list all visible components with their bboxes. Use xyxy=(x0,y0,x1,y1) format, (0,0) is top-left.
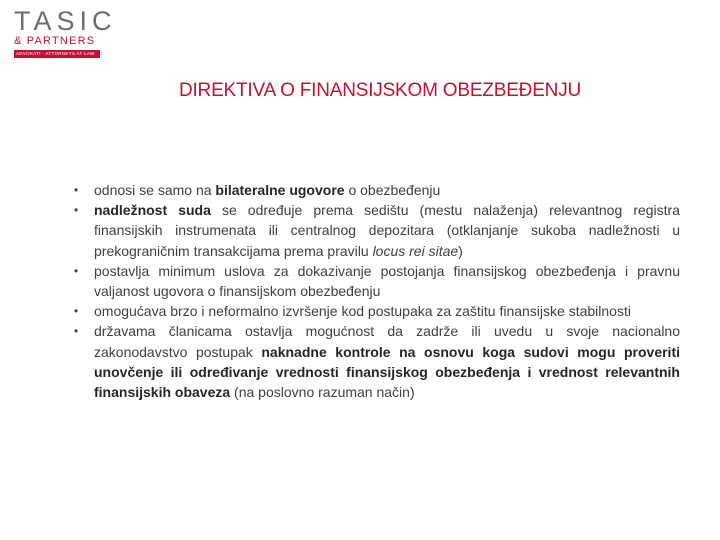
logo-tagline: ADVOKATI · ATTORNEYS AT LAW xyxy=(14,50,100,58)
bullet-icon: • xyxy=(74,263,79,278)
bullet-icon: • xyxy=(74,183,79,197)
bold-text: bilateralne ugovore xyxy=(215,182,345,198)
bullet-icon: • xyxy=(74,304,79,319)
bold-text: naknadne kontrole na osnovu koga sudovi mogu proveriti unovčenje ili određivanje vrednosti finansijskog obezbeđenja i vrednost relevantnih finansijskih obaveza xyxy=(94,343,680,401)
company-logo xyxy=(14,6,117,58)
bullet-item: • omogućava brzo i neformalno izvršenje kod postupaka za zaštitu finansijske stabilnosti xyxy=(74,301,680,321)
bold-text: nadležnost suda xyxy=(94,202,211,219)
slide-title: DIREKTIVA O FINANSIJSKOM OBEZBEĐENJU xyxy=(178,80,582,101)
bullet-item: • nadležnost suda se određuje prema sedištu (mestu nalaženja) relevantnog registra finansijskih instrumenata ili centralnog depozitara (otklanjanje sukoba nadležnosti u prekograničnim transakcijama prema pravilu locus rei sitae) xyxy=(74,202,681,259)
logo-subtitle: & PARTNERS xyxy=(14,35,96,47)
bullet-item: • državama članicama ostavlja mogućnost da zadrže ili uvedu u svoje nacionalno zakonodavstvo postupak naknadne kontrole na osnovu koga sudovi mogu proveriti unovčenje ili određivanje vrednosti finansijskog obezbeđenja i vrednost relevantnih finansijskih obaveza (na poslovno razuman način) xyxy=(74,323,680,401)
bullet-icon: • xyxy=(74,203,79,218)
logo-wordmark: TASIC xyxy=(14,6,117,36)
bullet-list xyxy=(74,180,680,402)
bullet-item: • odnosi se samo na bilateralne ugovore o obezbeđenju xyxy=(74,180,680,200)
bullet-icon: • xyxy=(74,324,79,339)
bullet-item: • postavlja minimum uslova za dokazivanje postojanja finansijskog obezbeđenja i pravnu valjanost ugovora o finansijskom obezbeđenju xyxy=(74,262,680,300)
italic-text: locus rei sitae xyxy=(372,242,459,259)
